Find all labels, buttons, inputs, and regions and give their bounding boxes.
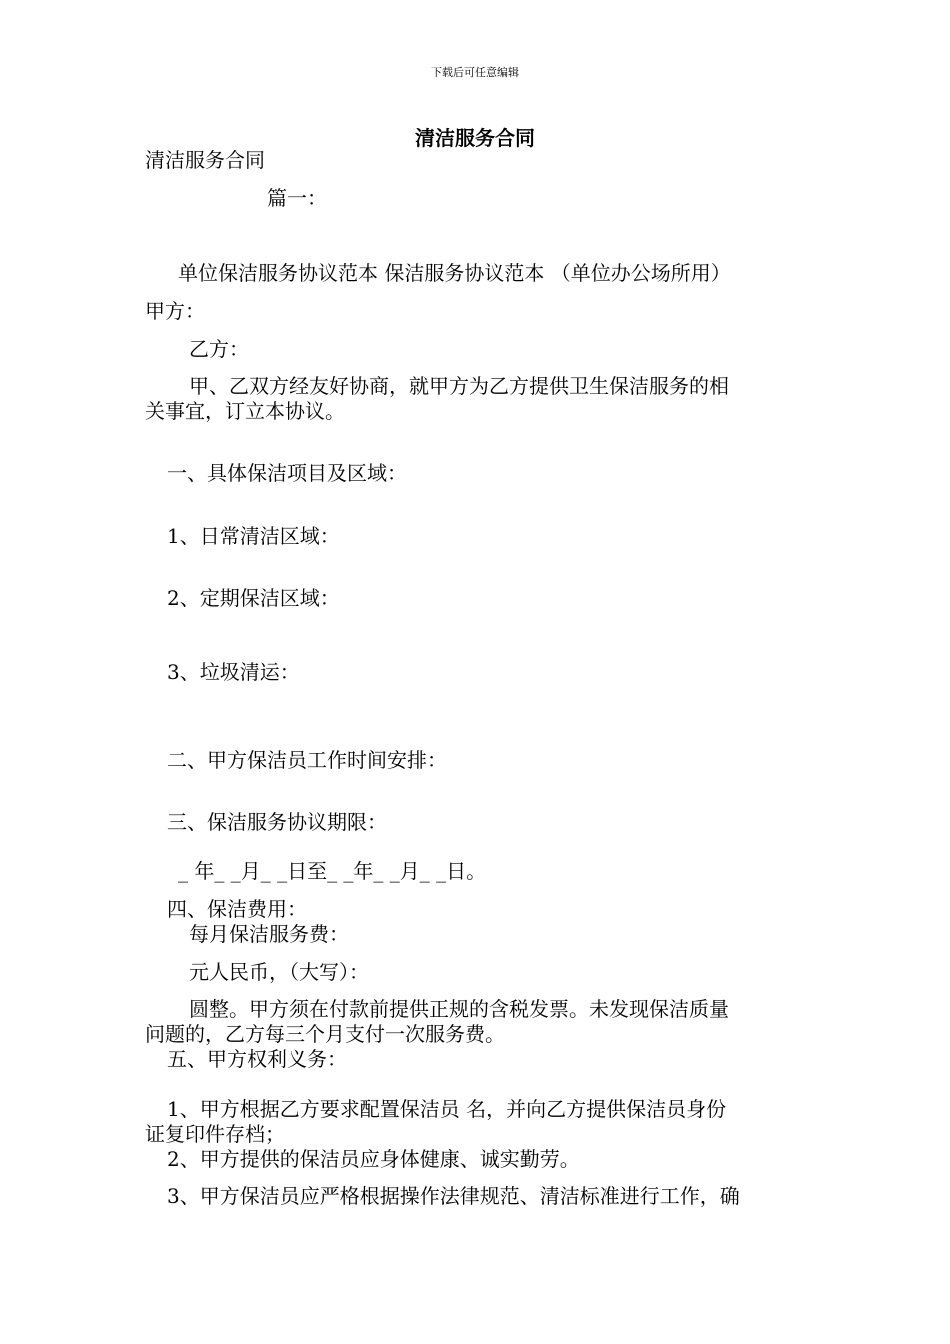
fee-line: 每月保洁服务费： [189,922,349,946]
paragraph-line: 问题的，乙方每三个月支付一次服务费。 [145,1022,505,1046]
header-note: 下载后可任意编辑 [431,66,519,79]
paragraph-line: 证复印件存档； [145,1122,285,1146]
paragraph-line: 关事宜，订立本协议。 [145,399,345,423]
clause-heading: 一、具体保洁项目及区域： [167,461,407,485]
party-b-line: 乙方： [189,337,249,361]
subtitle-line: 清洁服务合同 [145,148,265,172]
clause-item: 3、垃圾清运： [167,660,300,684]
clause-heading: 五、甲方权利义务： [167,1047,347,1071]
fee-line: 元人民币，（大写）： [189,960,369,984]
paragraph-line: 甲、乙双方经友好协商，就甲方为乙方提供卫生保洁服务的相 [189,374,729,398]
paragraph-line: 圆整。甲方须在付款前提供正规的含税发票。未发现保洁质量 [189,997,729,1021]
clause-item: 3、甲方保洁员应严格根据操作法律规范、清洁标准进行工作，确 [167,1184,740,1208]
section-label: 篇一： [267,186,327,210]
clause-heading: 四、保洁费用： [167,897,307,921]
clause-heading: 三、保洁服务协议期限： [167,810,387,834]
party-a-line: 甲方： [145,299,205,323]
clause-item: 2、甲方提供的保洁员应身体健康、诚实勤劳。 [167,1147,580,1171]
document-title: 清洁服务合同 [415,126,535,150]
clause-item: 2、定期保洁区域： [167,586,340,610]
clause-item: 1、甲方根据乙方要求配置保洁员 名，并向乙方提供保洁员身份 [167,1097,727,1121]
agreement-heading: 单位保洁服务协议范本 保洁服务协议范本 （单位办公场所用） [178,261,731,285]
date-range-line: _ 年_ _月_ _日至_ _年_ _月_ _日。 [178,859,487,883]
clause-heading: 二、甲方保洁员工作时间安排： [167,748,447,772]
clause-item: 1、日常清洁区域： [167,524,340,548]
